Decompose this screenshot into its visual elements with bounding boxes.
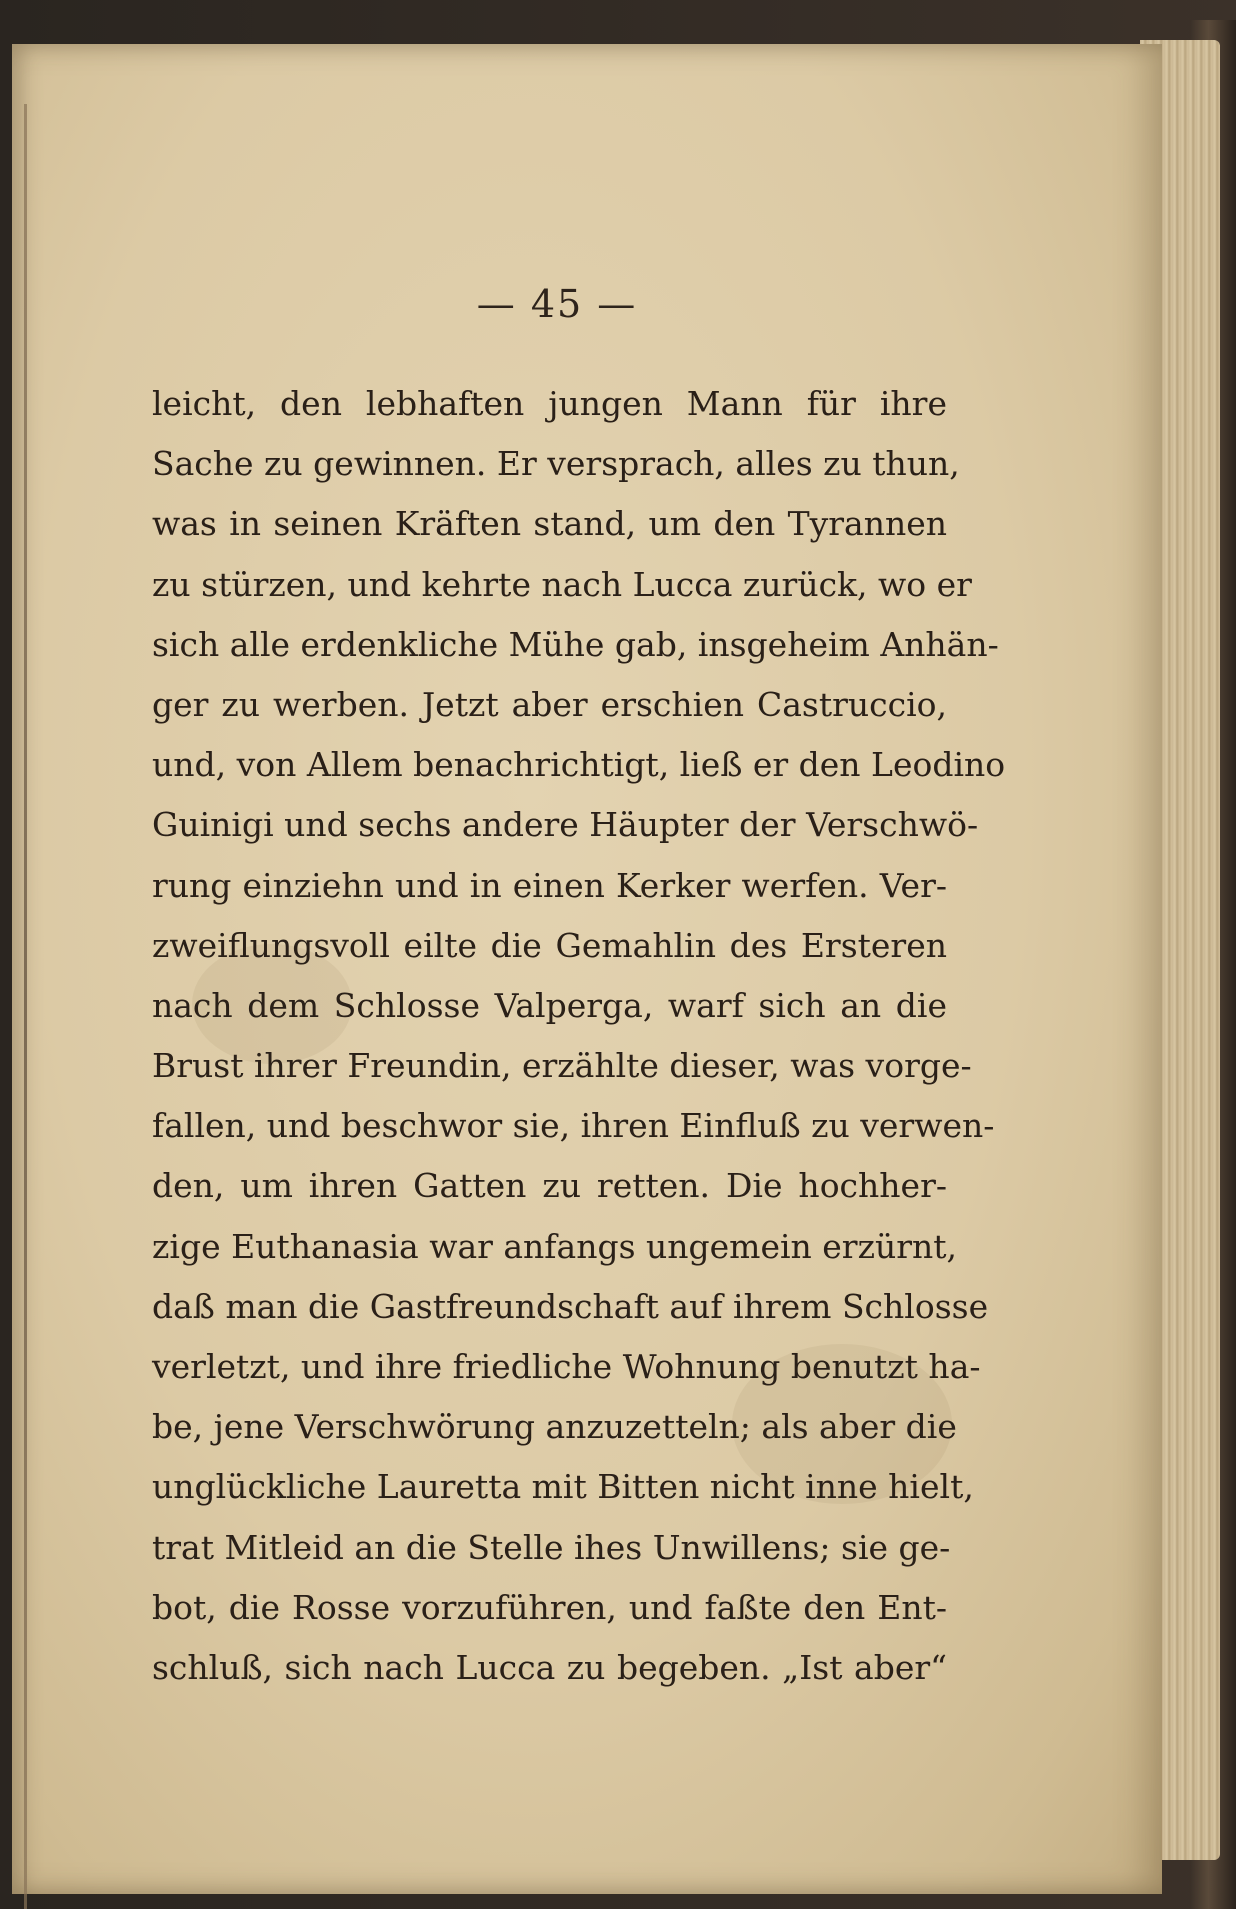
text-line: daß man die Gastfreundschaft auf ihrem Schlosse [152, 1286, 989, 1326]
text-line: verletzt, und ihre friedliche Wohnung benutzt ha- [152, 1347, 981, 1386]
text-line: rung einziehn und in einen Kerker werfen. Ver- [152, 865, 947, 905]
text-line: was in seinen Kräften stand, um den Tyrannen [152, 504, 947, 544]
text-line: Sache zu gewinnen. Er versprach, alles zu thun, [152, 444, 960, 484]
text-line: trat Mitleid an die Stelle ihes Unwillens; sie ge- [152, 1527, 951, 1567]
text-line: Brust ihrer Freundin, erzählte dieser, was vorge- [152, 1046, 972, 1086]
text-line: sich alle erdenkliche Mühe gab, insgeheim Anhän- [152, 624, 999, 664]
text-line: fallen, und beschwor sie, ihren Einfluß zu verwen- [152, 1106, 995, 1146]
text-line: schluß, sich nach Lucca zu begeben. „Ist aber“ [152, 1647, 947, 1687]
text-line: und, von Allem benachrichtigt, ließ er den Leodino [152, 745, 1006, 785]
text-line: unglückliche Lauretta mit Bitten nicht inne hielt, [152, 1467, 974, 1507]
text-line: nach dem Schlosse Valperga, warf sich an die [152, 985, 947, 1025]
text-line: ger zu werben. Jetzt aber erschien Castruccio, [152, 684, 947, 724]
text-line: leicht, den lebhaften jungen Mann für ihre [152, 384, 947, 423]
paper-page [12, 44, 1162, 1894]
text-line: zu stürzen, und kehrte nach Lucca zurück, wo er [152, 564, 972, 604]
text-line: Guinigi und sechs andere Häupter der Verschwö- [152, 805, 979, 845]
body-text [152, 374, 1006, 1698]
text-line: zweiflungsvoll eilte die Gemahlin des Ersteren [152, 925, 947, 965]
text-line: bot, die Rosse vorzuführen, und faßte den Ent- [152, 1587, 947, 1627]
text-line: be, jene Verschwörung anzuzetteln; als aber die [152, 1407, 957, 1447]
text-line: zige Euthanasia war anfangs ungemein erzürnt, [152, 1226, 958, 1266]
binding-gutter [24, 104, 27, 1909]
page-number: — 45 — [476, 282, 638, 326]
text-line: den, um ihren Gatten zu retten. Die hochher- [152, 1166, 947, 1206]
